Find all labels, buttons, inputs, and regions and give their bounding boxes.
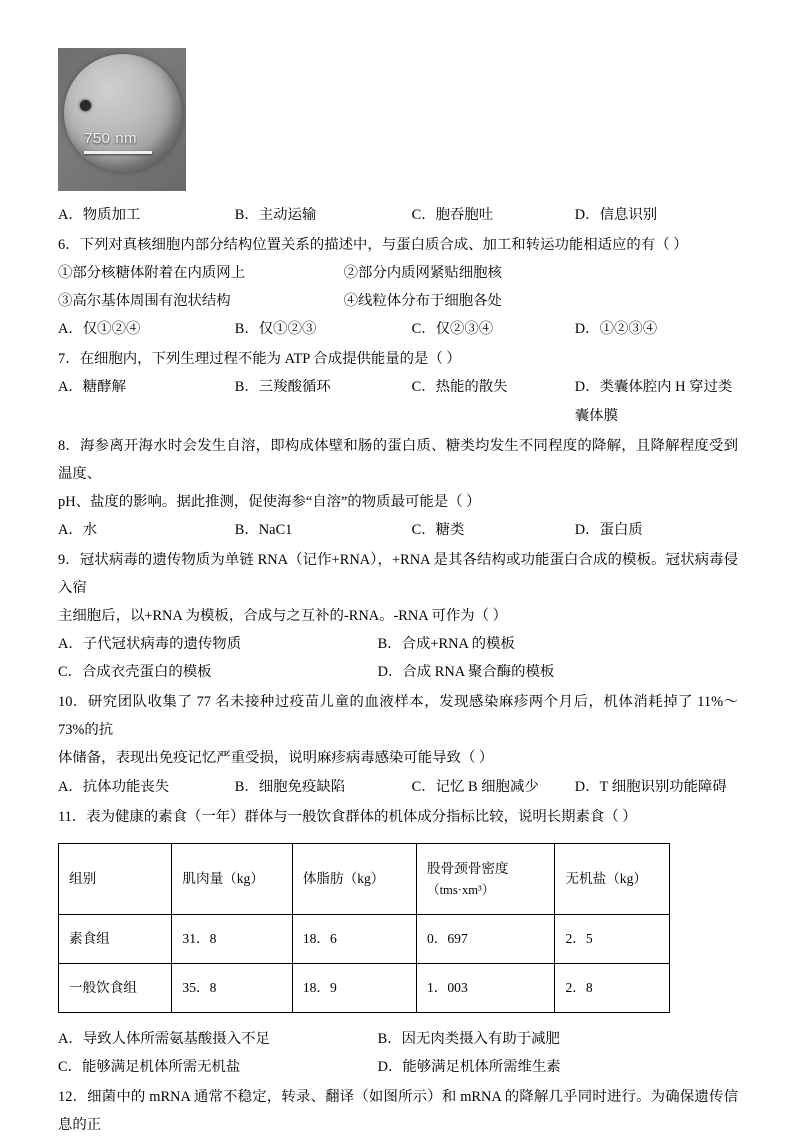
q11-stem: 11．表为健康的素食（一年）群体与一般饮食群体的机体成分指标比较，说明长期素食（ ）	[58, 808, 637, 825]
table-header-body-fat: 体脂肪（kg）	[292, 843, 416, 914]
q6-substatements-row2	[58, 287, 738, 315]
q10-option-d: D．T 细胞识别功能障碍	[574, 778, 727, 795]
q9-option-a: A．子代冠状病毒的遗传物质	[58, 636, 242, 653]
q11-options-row1	[58, 1025, 738, 1053]
q10-options	[58, 773, 738, 801]
table-cell: 素食组	[59, 914, 172, 963]
table-header-bone-density-main: 股骨颈骨密度	[426, 860, 509, 876]
q6-substatement-3: ③高尔基体周围有泡状结构	[58, 293, 231, 310]
table-header-group: 组别	[59, 843, 172, 914]
q8-option-b: B．NaC1	[234, 521, 293, 538]
q9-options-row1	[58, 630, 738, 658]
q11-option-d: D．能够满足机体所需维生素	[377, 1058, 561, 1075]
q6-substatement-2: ②部分内质网紧贴细胞核	[343, 265, 502, 282]
q6-stem: 6．下列对真核细胞内部分结构位置关系的描述中，与蛋白质合成、加工和转运功能相适应的有（ ）	[58, 237, 688, 254]
q7-option-b: B．三羧酸循环	[234, 379, 331, 396]
q12-stem: 12．细菌中的 mRNA 通常不稳定，转录、翻译（如图所示）和 mRNA 的降解几乎同时进行。为确保遗传信息的正	[58, 1088, 738, 1133]
q9-stem-line1: 9．冠状病毒的遗传物质为单链 RNA（记作+RNA），+RNA 是其各结构或功能蛋白合成的模板。冠状病毒侵入宿	[58, 551, 738, 597]
table-header-bone-density-unit: （tms·xm³）	[426, 882, 495, 897]
q11-option-a: A．导致人体所需氨基酸摄入不足	[58, 1030, 270, 1047]
table-cell: 35．8	[172, 963, 292, 1012]
q5-option-a: A．物质加工	[58, 207, 141, 223]
q8-stem-line1: 8．海参离开海水时会发生自溶，即构成体壁和肠的蛋白质、糖类均发生不同程度的降解，且降解程度受到温度、	[58, 437, 738, 482]
q8-options	[58, 516, 738, 544]
q10-option-b: B．细胞免疫缺陷	[234, 778, 346, 795]
q8-option-a: A．水	[58, 521, 98, 538]
q5-options	[58, 201, 738, 229]
table-header-row	[59, 843, 670, 914]
q7-options	[58, 373, 738, 429]
table-cell: 1．003	[416, 963, 554, 1012]
table-header-bone-density	[416, 843, 554, 914]
table-cell: 31．8	[172, 914, 292, 963]
q5-option-b: B．主动运输	[234, 207, 317, 223]
table-cell: 2．8	[555, 963, 670, 1012]
q10-option-a: A．抗体功能丧失	[58, 778, 170, 795]
q7-option-d: D．类囊体腔内 H 穿过类囊体膜	[574, 379, 733, 424]
table-row	[59, 963, 670, 1012]
q11-options-row2	[58, 1053, 738, 1081]
cell-body	[64, 54, 182, 172]
table-cell: 2．5	[555, 914, 670, 963]
scale-label: 750 nm	[84, 130, 138, 147]
scale-bar	[84, 151, 152, 154]
table-cell: 0．697	[416, 914, 554, 963]
q6-options	[58, 315, 738, 343]
q5-option-c: C．胞吞胞吐	[411, 207, 494, 223]
q8-option-c: C．糖类	[411, 521, 465, 538]
q8-option-d: D．蛋白质	[574, 521, 643, 538]
q6-option-a: A．仅①②④	[58, 321, 141, 338]
q6-option-c: C．仅②③④	[411, 321, 494, 338]
q9-option-b: B．合成+RNA 的模板	[377, 636, 515, 653]
table-cell: 18．6	[292, 914, 416, 963]
q5-option-d: D．信息识别	[574, 207, 658, 223]
q6-substatement-1: ①部分核糖体附着在内质网上	[58, 265, 246, 282]
q6-substatement-4: ④线粒体分布于细胞各处	[343, 293, 502, 310]
table-header-muscle-mass: 肌肉量（kg）	[172, 843, 292, 914]
q10-option-c: C．记忆 B 细胞减少	[411, 778, 539, 795]
q6-option-b: B．仅①②③	[234, 321, 317, 338]
q7-stem: 7．在细胞内，下列生理过程不能为 ATP 合成提供能量的是（ ）	[58, 351, 461, 368]
q9-option-d: D．合成 RNA 聚合酶的模板	[377, 664, 555, 681]
table-cell: 一般饮食组	[59, 963, 172, 1012]
page-content	[58, 48, 738, 1139]
q6-option-d: D．①②③④	[574, 321, 658, 338]
q6-substatements-row1	[58, 259, 738, 287]
q7-option-a: A．糖酵解	[58, 379, 126, 396]
table-row	[59, 914, 670, 963]
q7-option-c: C．热能的散失	[411, 379, 508, 396]
cell-micrograph-image	[58, 48, 186, 191]
q10-stem-line1: 10．研究团队收集了 77 名未接种过疫苗儿童的血液样本，发现感染麻疹两个月后，机体消耗掉了 11%～73%的抗	[58, 694, 738, 739]
q9-options-row2	[58, 658, 738, 686]
q9-stem-line2: 主细胞后，以+RNA 为模板，合成与之互补的-RNA。-RNA 可作为（ ）	[58, 608, 508, 625]
table-header-minerals: 无机盐（kg）	[555, 843, 670, 914]
q11-option-b: B．因无肉类摄入有助于减肥	[377, 1030, 560, 1047]
figure-container	[58, 48, 186, 191]
cell-nucleus-dot	[80, 100, 91, 111]
q10-stem-line2: 体储备，表现出免疫记忆严重受损，说明麻疹病毒感染可能导致（ ）	[58, 750, 494, 767]
q9-option-c: C．合成衣壳蛋白的模板	[58, 664, 212, 681]
table-cell: 18．9	[292, 963, 416, 1012]
q11-comparison-table	[58, 843, 670, 1013]
q8-stem-line2: pH、盐度的影响。据此推测，促使海参“自溶”的物质最可能是（ ）	[58, 493, 481, 510]
q11-option-c: C．能够满足机体所需无机盐	[58, 1058, 241, 1075]
